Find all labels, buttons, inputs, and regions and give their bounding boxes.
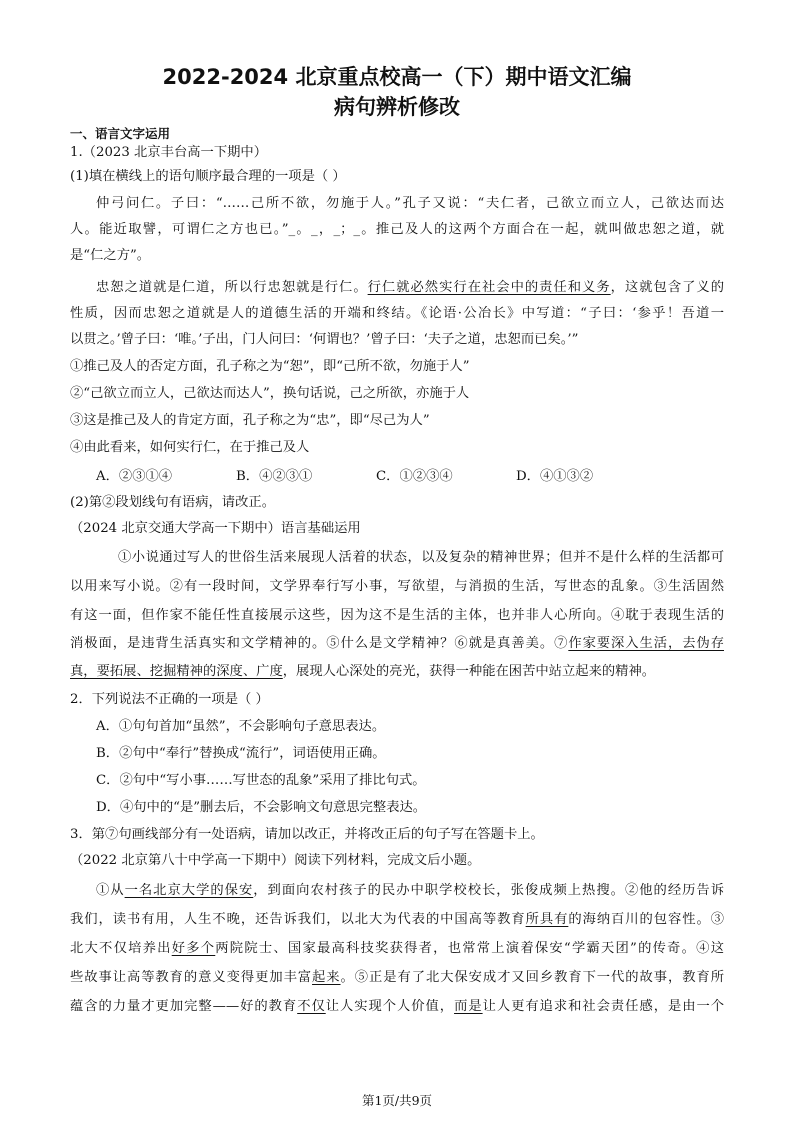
q2-option-d[interactable]: D．④句中的“是”删去后，不会影响文句意思完整表达。 (96, 800, 427, 815)
q1-passage-line: 人。能近取譬，可谓仁之方也已。”_。_，_；_。推己及人的这两个方面合在一起，就叫做忠恕之道，就 (70, 222, 724, 237)
option-b[interactable]: B．④②③① (236, 469, 313, 484)
q2-option-c[interactable]: C．②句中“写小事……写世态的乱象”采用了排比句式。 (96, 773, 426, 788)
section-heading: 一、语言文字运用 (70, 126, 171, 141)
q2-passage-line: 真，要拓展、挖掘精神的深度、广度，展现人心深处的亮光，获得一种能在困苦中站立起来的精神。 (70, 664, 656, 679)
q1-item: ①推己及人的否定方面，孔子称之为“恕”，即“己所不欲，勿施于人” (70, 359, 470, 374)
q2-source: （2024 北京交通大学高一下期中）语言基础运用 (70, 521, 361, 536)
q2-passage-line: ①小说通过写人的世俗生活来展现人活着的状态，以及复杂的精神世界；但并不是什么样的生活都可 (118, 550, 724, 565)
q2-option-a[interactable]: A．①句句首加“虽然”，不会影响句子意思表达。 (96, 719, 386, 734)
q3-passage-line: 些故事让高等教育的意义变得更加丰富起来。⑤正是有了北大保安成才又回乡教育下一代的故事，教育所 (70, 970, 724, 985)
q3-passage-line: 我们，读书有用，人生不晚，还告诉我们，以北大为代表的中国高等教育所具有的海纳百川的包容性。③ (70, 912, 724, 927)
option-d[interactable]: D．④①③② (516, 469, 594, 484)
q3-passage-line: 蕴含的力量才更加完整——好的教育不仅让人实现个人价值，而是让人更有追求和社会责任感，是由一个 (70, 999, 724, 1014)
document-subtitle: 病句辨析修改 (334, 95, 460, 119)
underlined-sentence: 行仁就必然实行在社会中的责任和义务 (367, 280, 611, 295)
q1-passage2-line: 性质，因而忠恕之道就是人的道德生活的开端和终结。《论语·公冶长》中写道：“子曰：‘参乎！吾道一 (70, 306, 724, 321)
q1-passage2-line: 忠恕之道就是仁道，所以行忠恕就是行仁。行仁就必然实行在社会中的责任和义务，这就包含了义的 (96, 280, 724, 295)
q1-sub1: (1)填在横线上的语句顺序最合理的一项是（ ） (70, 169, 346, 184)
q3-passage-line: 北大不仅培养出好多个两院院士、国家最高科技奖获得者，也常常上演着保安“学霸天团”的传奇。④这 (70, 941, 724, 956)
q2-passage-line: 有这一面，但作家不能任性直接展示这些，因为这不是生活的主体，也并非人心所向。④耽于表现生活的 (70, 608, 724, 623)
underlined-sentence: 作家要深入生活，去伪存 (568, 636, 724, 651)
q1-passage2-line: 以贯之。’曾子曰：‘唯。’子出，门人问曰：‘何谓也？’曾子曰：‘夫子之道，忠恕而已矣。’” (70, 332, 579, 347)
q2-passage-line: 以用来写小说。②有一段时间，文学界奉行写小事，写欲望，与消损的生活，写世态的乱象。③生活固然 (70, 579, 724, 594)
q1-item: ④由此看来，如何实行仁，在于推己及人 (70, 440, 310, 455)
q2-passage-line: 消极面，是违背生活真实和文学精神的。⑤什么是文学精神？⑥就是真善美。⑦作家要深入生活，去伪存 (70, 636, 724, 651)
q1-item: ②“己欲立而立人，己欲达而达人”，换句话说，己之所欲，亦施于人 (70, 386, 470, 401)
q1-source: 1.（2023 北京丰台高一下期中） (70, 145, 268, 160)
q3-question: 3．第⑦句画线部分有一处语病，请加以改正，并将改正后的句子写在答题卡上。 (70, 827, 544, 842)
q2-question: 2．下列说法不正确的一项是（ ） (70, 692, 269, 707)
underlined-sentence: 真，要拓展、挖掘精神的深度、广度 (70, 664, 283, 679)
q3-source: （2022 北京第八十中学高一下期中）阅读下列材料，完成文后小题。 (70, 853, 481, 868)
option-a[interactable]: A．②③①④ (96, 469, 173, 484)
q1-passage-line: 是“仁之方”。 (70, 248, 151, 263)
q1-sub2: (2)第②段划线句有语病，请改正。 (70, 495, 275, 510)
option-c[interactable]: C．①②③④ (376, 469, 453, 484)
q2-option-b[interactable]: B．②句中“奉行”替换成“流行”，词语使用正确。 (96, 746, 386, 761)
document-title: 2022-2024 北京重点校高一（下）期中语文汇编 (162, 65, 632, 89)
q3-passage-line: ①从一名北京大学的保安，到面向农村孩子的民办中职学校校长，张俊成频上热搜。②他的经历告诉 (96, 883, 724, 898)
page-number: 第1页/共9页 (361, 1093, 433, 1108)
q1-item: ③这是推己及人的肯定方面，孔子称之为“忠”，即“尽己为人” (70, 413, 430, 428)
q1-options (96, 467, 656, 487)
q1-passage-line: 仲弓问仁。子曰：“……己所不欲，勿施于人。”孔子又说：“夫仁者，己欲立而立人，己欲达而达 (96, 196, 724, 211)
